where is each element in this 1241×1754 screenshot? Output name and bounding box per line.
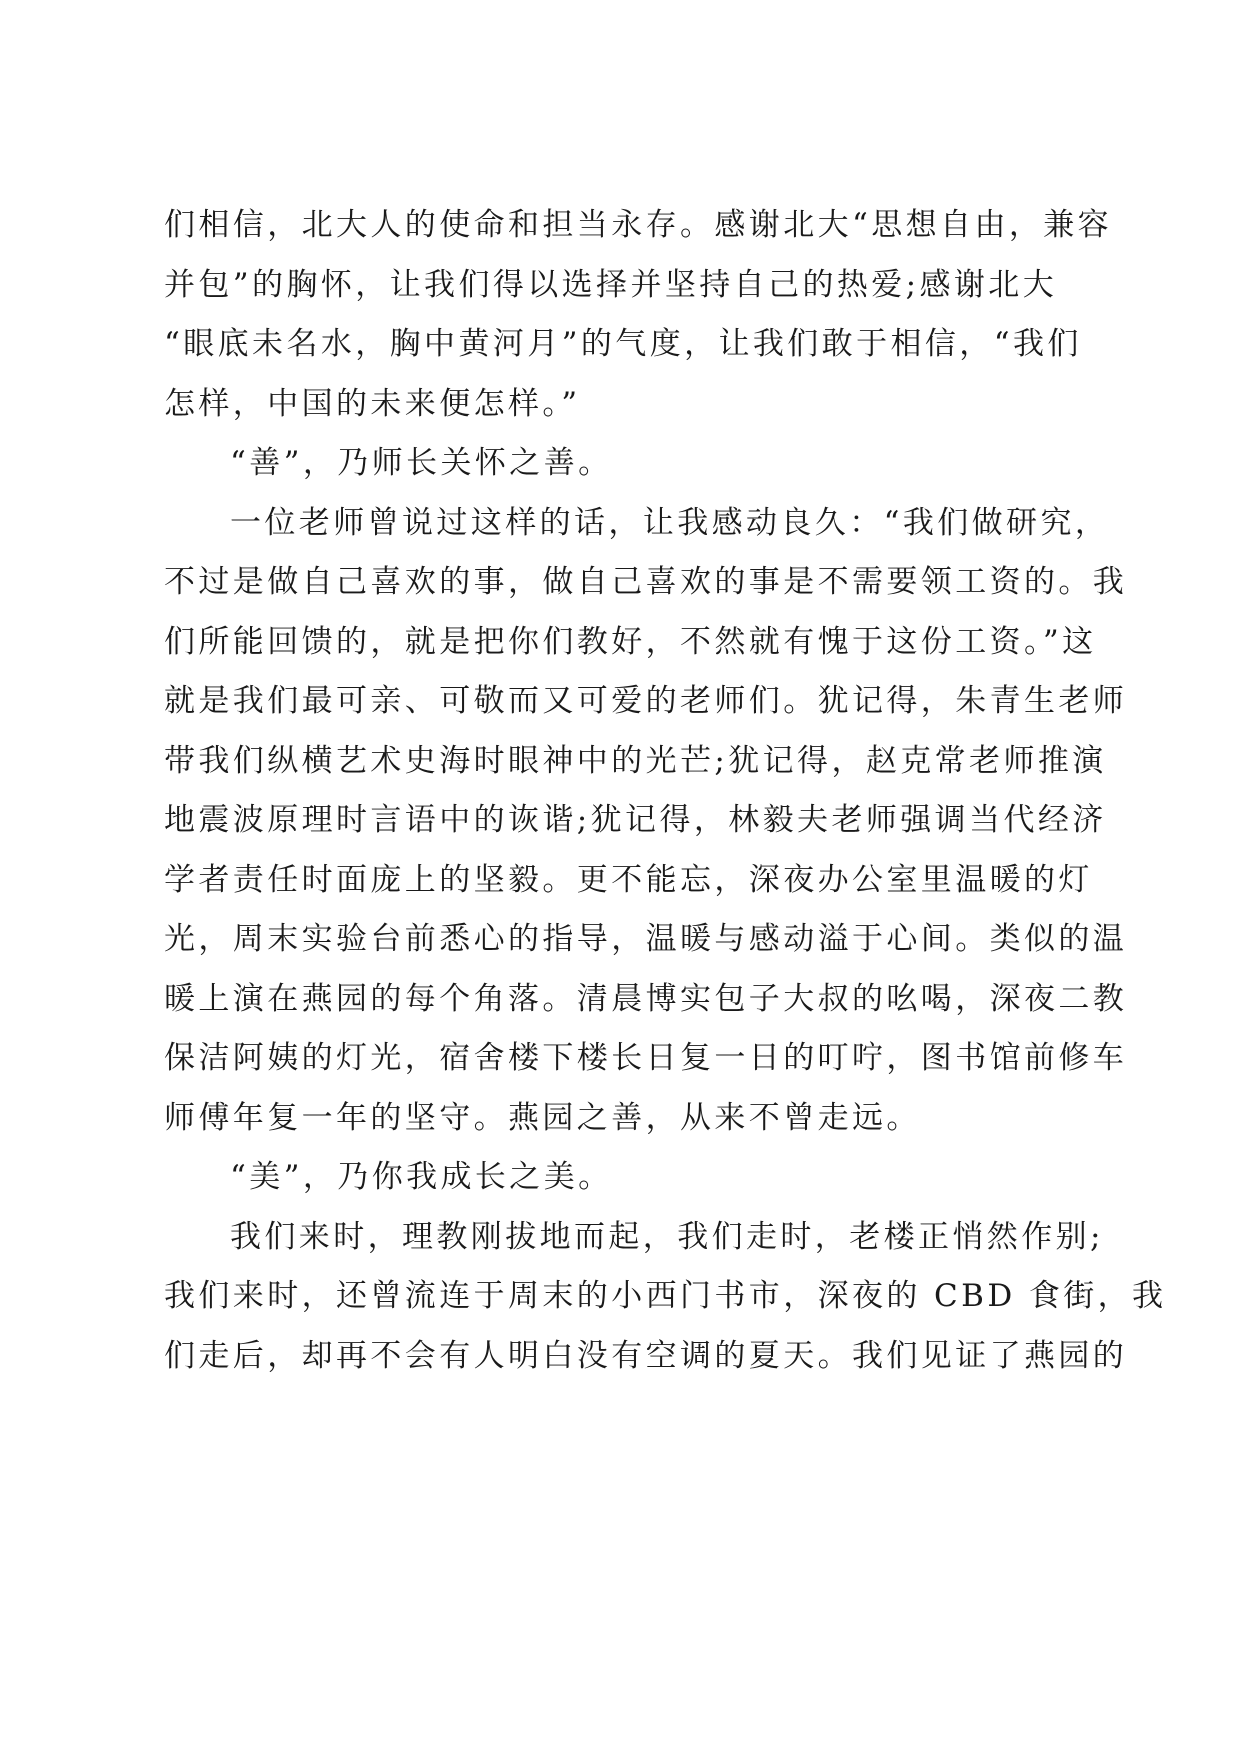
text-line-19: 我们来时，还曾流连于周末的小西门书市，深夜的 CBD 食街，我 [164, 1278, 1167, 1314]
text-line-9: 就是我们最可亲、可敬而又可爱的老师们。犹记得，朱青生老师 [164, 683, 1128, 719]
text-line-8: 们所能回馈的，就是把你们教好，不然就有愧于这份工资。”这 [164, 624, 1097, 660]
section-heading-shan: “善”，乃师长关怀之善。 [230, 445, 613, 481]
text-line-4: 怎样，中国的未来便怎样。” [164, 386, 581, 422]
text-line-2: 并包”的胸怀，让我们得以选择并坚持自己的热爱;感谢北大 [164, 267, 1058, 303]
text-line-6: 一位老师曾说过这样的话，让我感动良久：“我们做研究， [230, 505, 1110, 541]
text-line-14: 暖上演在燕园的每个角落。清晨博实包子大叔的吆喝，深夜二教 [164, 981, 1128, 1017]
text-line-18: 我们来时，理教刚拔地而起，我们走时，老楼正悄然作别; [230, 1219, 1104, 1255]
text-line-11: 地震波原理时言语中的诙谐;犹记得，林毅夫老师强调当代经济 [164, 802, 1107, 838]
text-line-12: 学者责任时面庞上的坚毅。更不能忘，深夜办公室里温暖的灯 [164, 862, 1093, 898]
text-line-7: 不过是做自己喜欢的事，做自己喜欢的事是不需要领工资的。我 [164, 564, 1128, 600]
text-line-3: “眼底未名水，胸中黄河月”的气度，让我们敢于相信，“我们 [164, 326, 1082, 362]
text-line-15: 保洁阿姨的灯光，宿舍楼下楼长日复一日的叮咛，图书馆前修车 [164, 1040, 1128, 1076]
text-line-1: 们相信，北大人的使命和担当永存。感谢北大“思想自由，兼容 [164, 207, 1113, 243]
text-line-16: 师傅年复一年的坚守。燕园之善，从来不曾走远。 [164, 1100, 921, 1136]
text-line-20: 们走后，却再不会有人明白没有空调的夏天。我们见证了燕园的 [164, 1338, 1128, 1374]
text-line-13: 光，周末实验台前悉心的指导，温暖与感动溢于心间。类似的温 [164, 921, 1128, 957]
section-heading-mei: “美”，乃你我成长之美。 [230, 1159, 613, 1195]
text-line-10: 带我们纵横艺术史海时眼神中的光芒;犹记得，赵克常老师推演 [164, 743, 1107, 779]
